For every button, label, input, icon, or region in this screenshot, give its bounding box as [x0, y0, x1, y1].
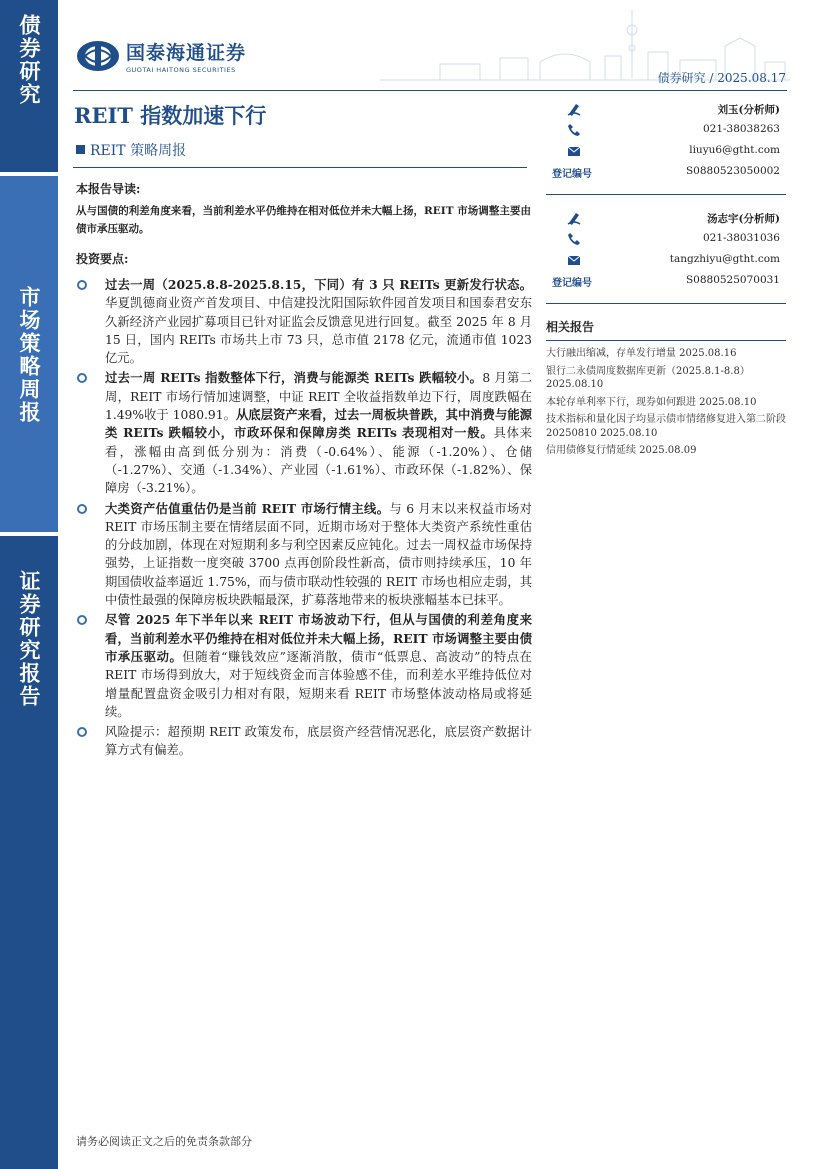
analyst-reg-row [546, 272, 786, 293]
side-label-text: 债券研究 [17, 14, 41, 106]
side-label-text: 市场策略周报 [17, 286, 41, 424]
phone-icon [566, 231, 582, 247]
phone-icon [566, 122, 582, 138]
report-intro [76, 180, 531, 238]
logo-name-cn: 国泰海通证券 [126, 42, 247, 64]
analyst-name: 汤志宇(分析师) [707, 213, 780, 225]
key-point [76, 276, 532, 367]
analyst-email[interactable]: liuyu6@gtht.com [689, 144, 780, 156]
key-point-text: 但随着“赚钱效应”逐渐消散，债市“低票息、高波动”的特点在 REIT 市场得到放大，对于短线资金而言体验感不佳，而利差水平维持低位对增量配置盘资金吸引力相对有限，短期来看 REIT 市场整体波动格局或将延续。 [105, 649, 532, 719]
bullet-circle-icon [77, 727, 87, 737]
report-title: REIT 指数加速下行 [74, 103, 267, 128]
key-point [76, 369, 532, 497]
bullet-circle-icon [77, 615, 87, 625]
key-points-heading-wrap [76, 250, 531, 267]
key-points-list [76, 276, 532, 760]
key-point-risk [76, 723, 532, 760]
analyst-divider [546, 303, 786, 304]
key-point-bold: 过去一周（2025.8.8-2025.8.15，下同）有 3 只 REITs 更新发行状态。 [105, 277, 532, 292]
title-divider [73, 167, 527, 168]
analyst-phone-row [546, 230, 786, 251]
related-report-link[interactable]: 本轮存单利率下行，现券如何跟进 2025.08.10 [546, 396, 757, 408]
key-point [76, 500, 532, 610]
related-report-link[interactable]: 技术指标和量化因子均显示债市情绪修复进入第二阶段 20250810 2025.08.10 [546, 414, 786, 439]
analyst-email-row [546, 251, 786, 272]
key-point-text: 8 月第二周，REIT 市场行情加速调整，中证 REIT 全收益指数单边下行，周度跌幅在 1.49%收于 1080.91。 [105, 371, 533, 423]
company-logo [76, 38, 246, 74]
report-subtitle-text: REIT 策略周报 [90, 143, 187, 159]
report-subtitle [76, 140, 186, 160]
analyst-card [546, 100, 786, 304]
logo-mark-icon [76, 40, 120, 72]
analyst-reg-number: S0880525070031 [685, 274, 780, 286]
related-report-link[interactable]: 大行融出缩减，存单发行增量 2025.08.16 [546, 348, 737, 359]
analyst-reg-row [546, 163, 786, 184]
report-category-date: 债券研究 / 2025.08.17 [657, 71, 786, 85]
related-reports [546, 318, 786, 462]
intro-text: 从与国债的利差角度来看，当前利差水平仍维持在相对低位并未大幅上扬，REIT 市场调整主要由债市承压驱动。 [76, 205, 531, 235]
mail-icon [566, 143, 582, 159]
related-heading: 相关报告 [546, 320, 595, 334]
side-label-bond [0, 0, 58, 172]
analyst-name-row [546, 100, 786, 121]
risk-warning-text: 风险提示：超预期 REIT 政策发布，底层资产经营情况恶化，底层资产数据计算方式有偏差。 [105, 725, 532, 758]
side-label-report [0, 536, 58, 1169]
analyst-name: 刘玉(分析师) [717, 104, 780, 116]
side-band [0, 0, 58, 1169]
side-label-strategy [0, 176, 58, 532]
header-divider [73, 90, 787, 91]
related-divider [546, 340, 786, 341]
mail-icon [566, 252, 582, 268]
related-report-link[interactable]: 信用债修复行情延续 2025.08.09 [546, 445, 697, 456]
key-point [76, 611, 532, 721]
analyst-phone: 021-38031036 [702, 232, 780, 244]
key-point-bold: 过去一周 REITs 指数整体下行，消费与能源类 REITs 跌幅较小。 [105, 370, 483, 386]
reg-label: 登记编号 [552, 278, 592, 289]
side-label-text: 证券研究报告 [17, 570, 41, 708]
bullet-circle-icon [77, 373, 87, 383]
pen-icon [566, 210, 582, 226]
logo-name-en: GUOTAI HAITONG SECURITIES [126, 66, 236, 74]
key-point-bold: 尽管 2025 年下半年以来 REIT 市场波动下行，但从与国债的利差角度来看，当前利差水平仍维持在相对低位并未大幅上扬，REIT 市场调整主要由债市承压驱动。 [105, 612, 532, 664]
key-points-heading: 投资要点: [76, 252, 129, 266]
pen-icon [566, 101, 582, 117]
bullet-circle-icon [77, 504, 87, 514]
key-point-text-2: 具体来看，涨幅由高到低分别为：消费（-0.64%）、能源（-1.20%）、仓储（-1.27%）、交通（-1.34%）、产业园（-1.61%）、市政环保（-1.82%）、保障房（-3.21%）。 [105, 426, 532, 496]
key-point-bold-2: 从底层资产来看，过去一周板块普跌，其中消费与能源类 REITs 跌幅较小，市政环保和保障房类 REITs 表现相对一般。 [105, 407, 532, 441]
reg-label: 登记编号 [552, 169, 592, 180]
analyst-email-row [546, 142, 786, 163]
analyst-name-row [546, 209, 786, 230]
related-list [546, 347, 786, 458]
key-point-text: 华夏凯德商业资产首发项目、中信建投沈阳国际软件园首发项目和国泰君安东久新经济产业园扩募项目已针对证监会反馈意见进行回复。截至 2025 年 8 月 15 日，国内 REITs 市场共上市 73 只，总市值 2178 亿元，流通市值 1023 亿元。 [105, 296, 532, 366]
key-point-text: 与 6 月末以来权益市场对 REIT 市场压制主要在情绪层面不同，近期市场对于整体大类资产系统性重估的分歧加剧，体现在对短期利多与利空因素反应钝化。过去一周权益市场保持强势，上证指数一度突破 3700 点再创阶段性新高，债市则持续承压，10 年期国债收益率逼近 1.75%，而与债市联动性较强的 REIT 市场也相应走弱，其中债性最强的保障房板块跌幅最深，扩募落地带来的板块涨幅基本已抹平。 [105, 501, 532, 608]
disclaimer-footer: 请务必阅读正文之后的免责条款部分 [76, 1135, 252, 1148]
related-report-link[interactable]: 银行二永债周度数据库更新（2025.8.1-8.8） 2025.08.10 [546, 365, 750, 390]
analyst-phone-row [546, 121, 786, 142]
analyst-reg-number: S0880523050002 [685, 165, 780, 177]
analyst-phone: 021-38038263 [702, 123, 780, 135]
analyst-email[interactable]: tangzhiyu@gtht.com [669, 253, 780, 265]
intro-heading: 本报告导读: [76, 182, 141, 196]
key-point-bold: 大类资产估值重估仍是当前 REIT 市场行情主线。 [105, 500, 390, 516]
bullet-circle-icon [77, 280, 87, 290]
square-bullet-icon [76, 145, 85, 154]
